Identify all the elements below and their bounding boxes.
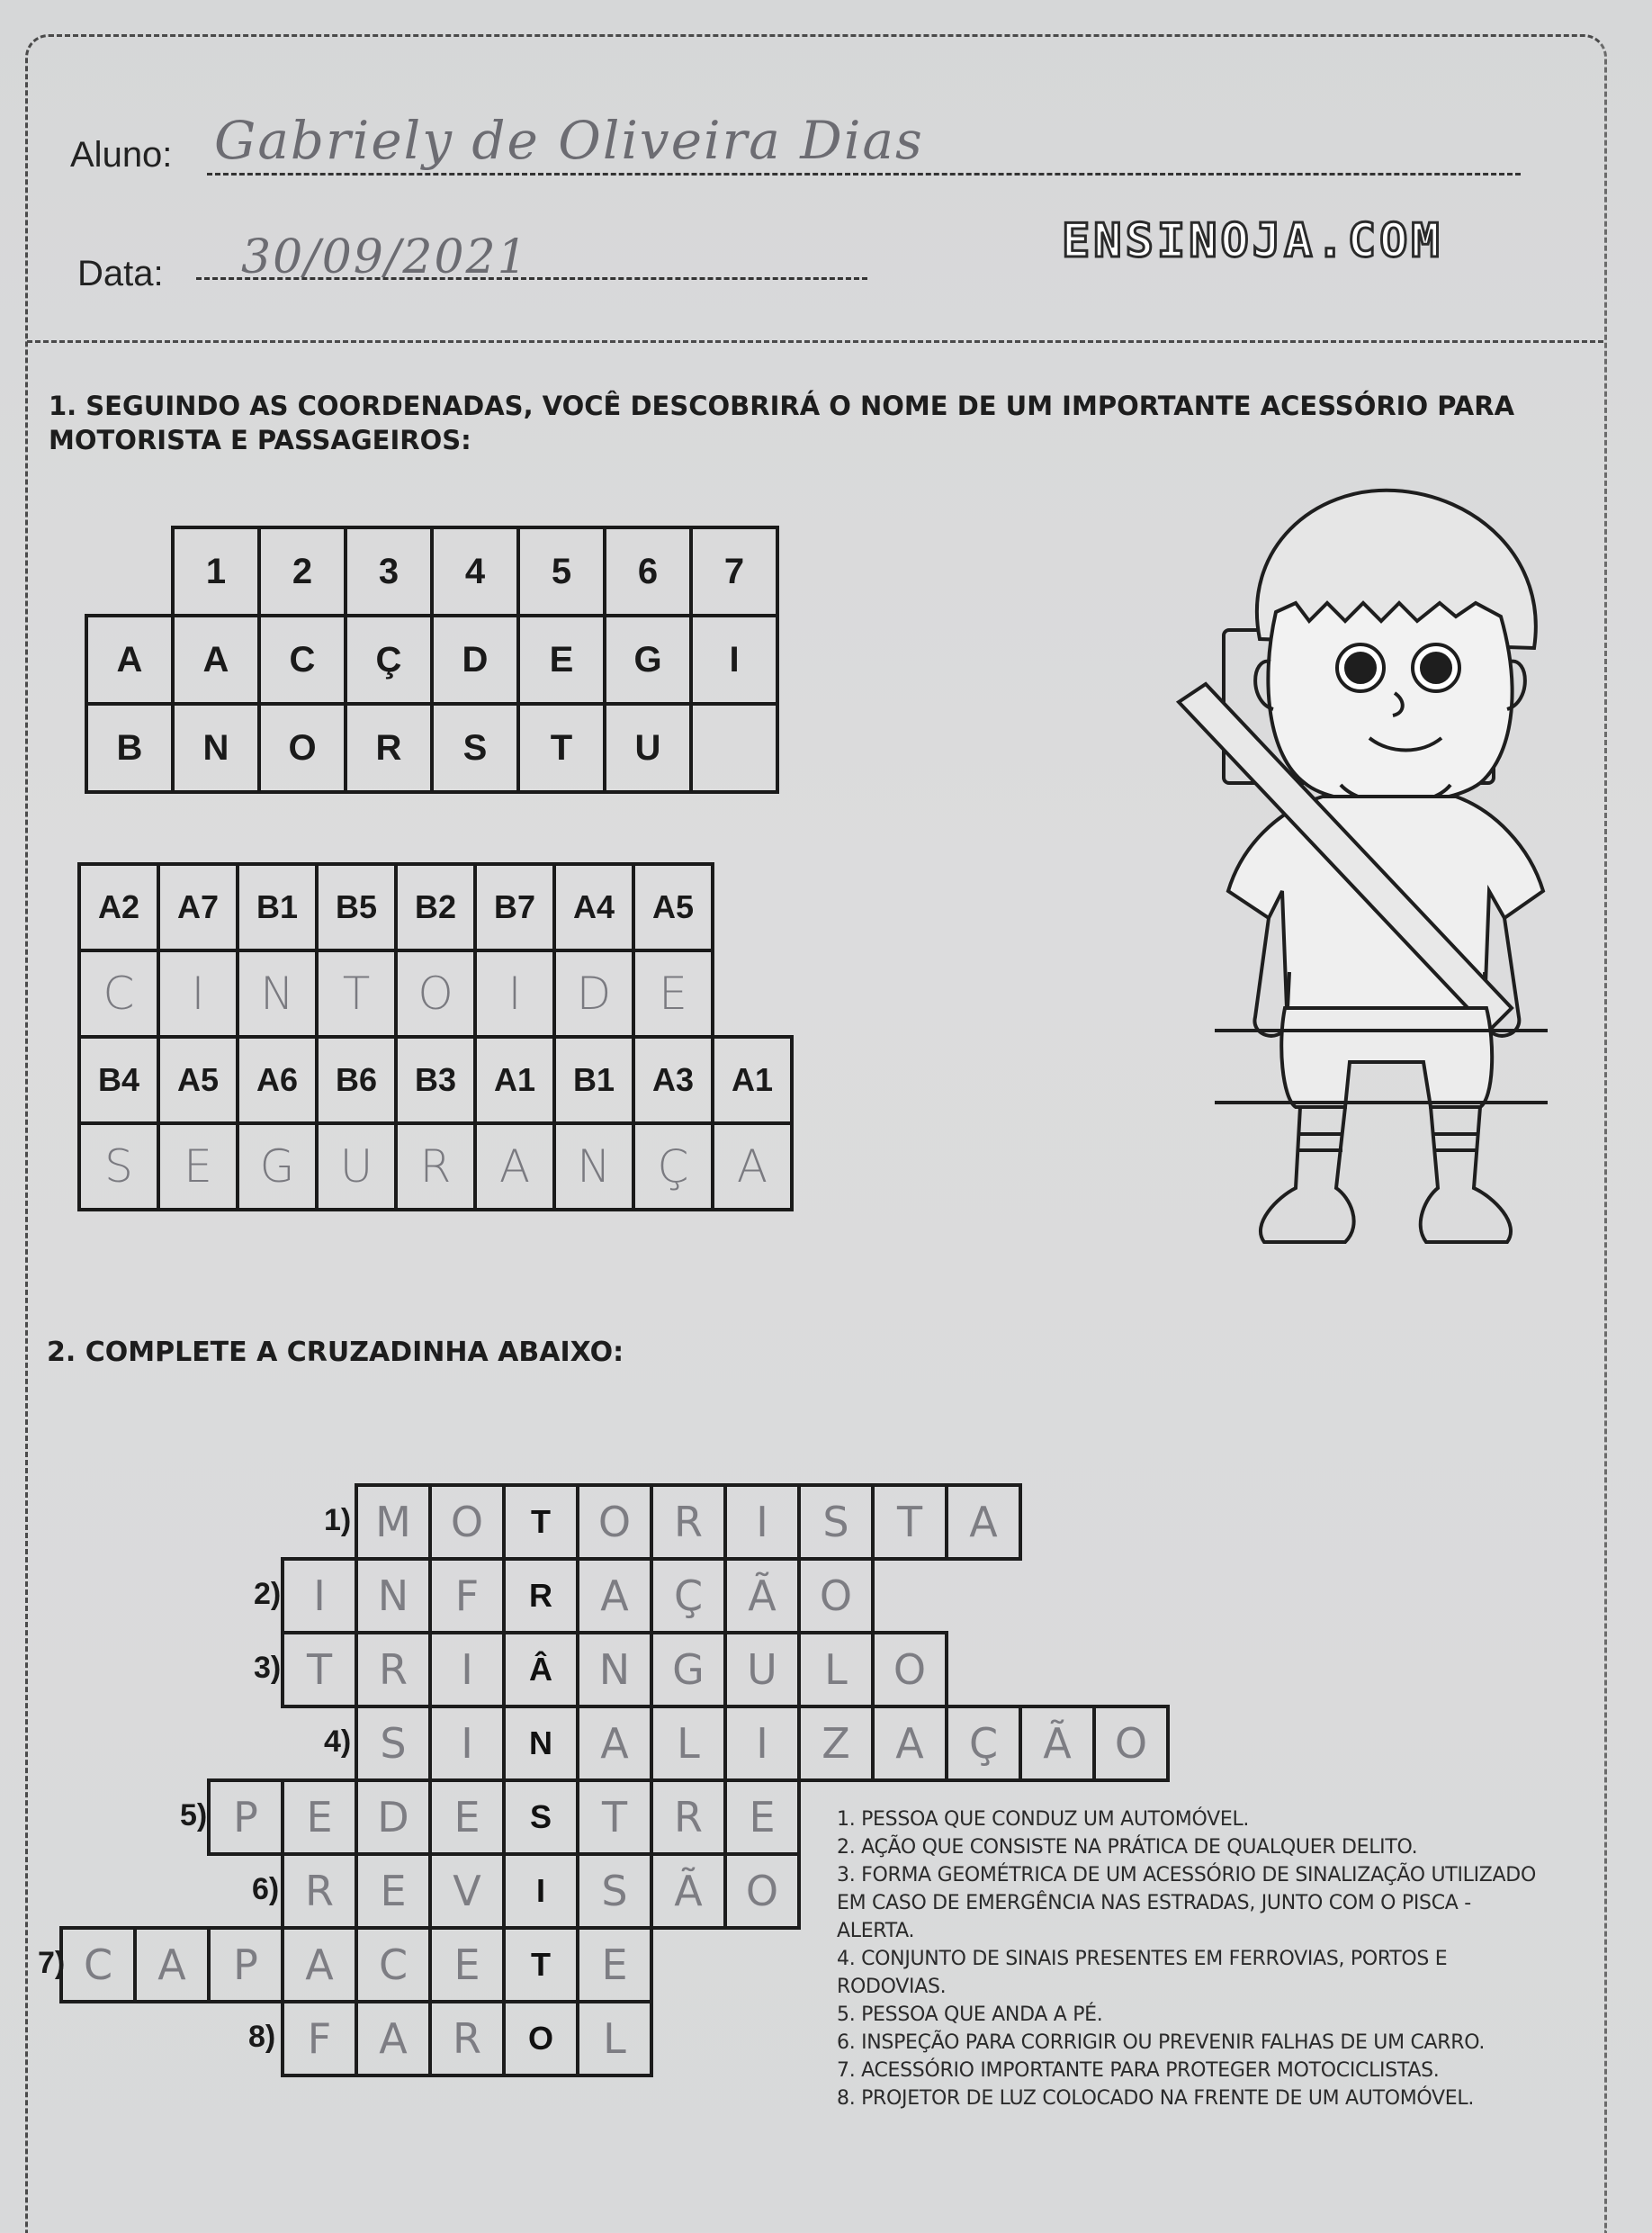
crossword-cell[interactable]: I <box>428 1631 506 1708</box>
key-cell: U <box>605 704 691 792</box>
answer-cell[interactable]: E <box>158 1123 238 1210</box>
crossword-cell[interactable]: C <box>59 1926 137 2003</box>
crossword-clue: 2. AÇÃO QUE CONSISTE NA PRÁTICA DE QUALQUER DELITO. <box>837 1836 1418 1859</box>
crossword-cell[interactable]: C <box>355 1926 432 2003</box>
key-row-header: A <box>86 616 173 704</box>
answer-cell[interactable]: R <box>396 1123 475 1210</box>
crossword-cell[interactable]: V <box>428 1852 506 1930</box>
crossword-cell[interactable]: Z <box>797 1705 875 1782</box>
key-corner <box>86 527 173 616</box>
crossword-cell[interactable]: R <box>650 1483 727 1561</box>
crossword-cell[interactable]: O <box>428 1483 506 1561</box>
coordinate-code: A1 <box>713 1037 792 1123</box>
crossword-clue: RODOVIAS. <box>837 1976 947 1998</box>
crossword-key-letter: Â <box>502 1631 579 1708</box>
crossword-cell[interactable]: R <box>428 2000 506 2077</box>
key-cell: G <box>605 616 691 704</box>
crossword-cell[interactable]: E <box>428 1926 506 2003</box>
answer-cell[interactable]: Ç <box>633 1123 713 1210</box>
header-separator <box>27 340 1603 343</box>
crossword-clue: ALERTA. <box>837 1920 915 1942</box>
key-cell: I <box>691 616 777 704</box>
key-cell: Ç <box>346 616 432 704</box>
crossword-cell[interactable]: Ã <box>723 1557 801 1634</box>
crossword-row-number: 8) <box>248 2020 276 2054</box>
crossword-cell[interactable]: N <box>355 1557 432 1634</box>
crossword-key-letter: N <box>502 1705 579 1782</box>
ensinoja-logo: ENSINOJA.COM <box>1062 214 1443 268</box>
key-col-header: 3 <box>346 527 432 616</box>
key-cell: C <box>259 616 346 704</box>
data-value: 30/09/2021 <box>241 230 529 284</box>
boy-with-seatbelt-illustration <box>1170 468 1566 1260</box>
word2-table <box>77 1035 794 1211</box>
crossword-cell[interactable]: S <box>797 1483 875 1561</box>
crossword-cell[interactable]: R <box>650 1778 727 1856</box>
crossword-clue: 7. ACESSÓRIO IMPORTANTE PARA PROTEGER MOTOCICLISTAS. <box>837 2059 1440 2082</box>
answer-cell[interactable]: G <box>238 1123 317 1210</box>
crossword-key-letter: R <box>502 1557 579 1634</box>
answer-cell[interactable]: O <box>396 950 475 1037</box>
crossword-cell[interactable]: A <box>576 1557 653 1634</box>
crossword-clue: 6. INSPEÇÃO PARA CORRIGIR OU PREVENIR FALHAS DE UM CARRO. <box>837 2031 1486 2054</box>
crossword-clue: 1. PESSOA QUE CONDUZ UM AUTOMÓVEL. <box>837 1808 1250 1831</box>
key-col-header: 4 <box>432 527 518 616</box>
aluno-line <box>207 173 1521 176</box>
key-col-header: 7 <box>691 527 777 616</box>
crossword-cell[interactable]: F <box>281 2000 358 2077</box>
answer-cell[interactable]: U <box>317 1123 396 1210</box>
crossword-cell[interactable]: R <box>355 1631 432 1708</box>
q1-title-line2: MOTORISTA E PASSAGEIROS: <box>49 425 471 455</box>
key-cell: S <box>432 704 518 792</box>
crossword-cell[interactable]: N <box>576 1631 653 1708</box>
crossword-clue: 8. PROJETOR DE LUZ COLOCADO NA FRENTE DE UM AUTOMÓVEL. <box>837 2087 1475 2110</box>
crossword-cell[interactable]: M <box>355 1483 432 1561</box>
key-cell: D <box>432 616 518 704</box>
crossword-cell[interactable]: E <box>576 1926 653 2003</box>
key-col-header: 2 <box>259 527 346 616</box>
coordinate-code: A1 <box>475 1037 554 1123</box>
crossword-cell[interactable]: G <box>650 1631 727 1708</box>
q1-title-line1: 1. SEGUINDO AS COORDENADAS, VOCÊ DESCOBRIRÁ O NOME DE UM IMPORTANTE ACESSÓRIO PARA <box>49 391 1515 421</box>
crossword-cell[interactable]: A <box>576 1705 653 1782</box>
coordinate-code: A5 <box>158 1037 238 1123</box>
aluno-value: Gabriely de Oliveira Dias <box>214 110 924 171</box>
crossword-cell[interactable]: P <box>207 1926 284 2003</box>
crossword-key-letter: T <box>502 1926 579 2003</box>
crossword-cell[interactable]: S <box>355 1705 432 1782</box>
key-row-header: B <box>86 704 173 792</box>
answer-cell[interactable]: A <box>713 1123 792 1210</box>
answer-cell[interactable]: I <box>475 950 554 1037</box>
crossword-cell[interactable]: A <box>133 1926 211 2003</box>
crossword-cell[interactable]: T <box>576 1778 653 1856</box>
crossword-row-number: 5) <box>180 1798 208 1832</box>
data-label: Data: <box>77 254 164 293</box>
answer-cell[interactable]: E <box>633 950 713 1037</box>
coordinate-code: B6 <box>317 1037 396 1123</box>
crossword-cell[interactable]: T <box>871 1483 948 1561</box>
key-col-header: 6 <box>605 527 691 616</box>
coordinate-code: A5 <box>633 864 713 950</box>
crossword-cell[interactable]: P <box>207 1778 284 1856</box>
coordinate-code: B1 <box>554 1037 633 1123</box>
crossword-cell[interactable]: A <box>945 1483 1022 1561</box>
crossword-row-number: 1) <box>324 1503 352 1537</box>
crossword-cell[interactable]: T <box>281 1631 358 1708</box>
crossword-cell[interactable]: L <box>650 1705 727 1782</box>
crossword-cell[interactable]: I <box>281 1557 358 1634</box>
coordinate-code: A3 <box>633 1037 713 1123</box>
crossword-cell[interactable]: D <box>355 1778 432 1856</box>
word1-table <box>77 862 714 1039</box>
coordinate-code: A2 <box>79 864 158 950</box>
answer-cell[interactable]: I <box>158 950 238 1037</box>
crossword-cell[interactable]: A <box>355 2000 432 2077</box>
crossword-cell[interactable]: E <box>723 1778 801 1856</box>
crossword-cell[interactable]: Ç <box>650 1557 727 1634</box>
crossword-clue: 4. CONJUNTO DE SINAIS PRESENTES EM FERROVIAS, PORTOS E <box>837 1948 1448 1970</box>
coordinate-code: A6 <box>238 1037 317 1123</box>
key-cell: A <box>173 616 259 704</box>
answer-cell[interactable]: S <box>79 1123 158 1210</box>
key-col-header: 5 <box>518 527 605 616</box>
crossword-cell[interactable]: U <box>723 1631 801 1708</box>
q2-title: 2. COMPLETE A CRUZADINHA ABAIXO: <box>47 1337 624 1368</box>
crossword-cell[interactable]: L <box>797 1631 875 1708</box>
crossword-cell[interactable]: A <box>281 1926 358 2003</box>
coordinate-code: B1 <box>238 864 317 950</box>
crossword-key-letter: T <box>502 1483 579 1561</box>
crossword-cell[interactable]: I <box>723 1483 801 1561</box>
coordinate-code: B7 <box>475 864 554 950</box>
crossword-cell[interactable]: Ã <box>650 1852 727 1930</box>
crossword-cell[interactable]: E <box>428 1778 506 1856</box>
crossword-row-number: 4) <box>324 1724 352 1759</box>
crossword-cell[interactable]: F <box>428 1557 506 1634</box>
crossword-cell[interactable]: O <box>871 1631 948 1708</box>
crossword-cell[interactable]: Ã <box>1019 1705 1096 1782</box>
crossword-cell[interactable]: S <box>576 1852 653 1930</box>
crossword-row-number: 3) <box>254 1651 282 1685</box>
crossword-row-number: 6) <box>252 1872 280 1906</box>
coordinate-code: A7 <box>158 864 238 950</box>
crossword-cell[interactable]: A <box>871 1705 948 1782</box>
crossword-cell[interactable]: I <box>723 1705 801 1782</box>
coordinate-code: A4 <box>554 864 633 950</box>
answer-cell[interactable]: N <box>238 950 317 1037</box>
key-cell: N <box>173 704 259 792</box>
coordinate-code: B4 <box>79 1037 158 1123</box>
crossword-cell[interactable]: Ç <box>945 1705 1022 1782</box>
coordinate-code: B3 <box>396 1037 475 1123</box>
answer-cell[interactable]: D <box>554 950 633 1037</box>
answer-cell[interactable]: T <box>317 950 396 1037</box>
crossword-key-letter: O <box>502 2000 579 2077</box>
key-cell: R <box>346 704 432 792</box>
coordinate-code: B2 <box>396 864 475 950</box>
key-cell <box>691 704 777 792</box>
crossword-cell[interactable]: O <box>723 1852 801 1930</box>
crossword-cell[interactable]: E <box>355 1852 432 1930</box>
key-col-header: 1 <box>173 527 259 616</box>
crossword-cell[interactable]: O <box>576 1483 653 1561</box>
crossword-clue: EM CASO DE EMERGÊNCIA NAS ESTRADAS, JUNTO COM O PISCA - <box>837 1892 1471 1914</box>
crossword-cell[interactable]: L <box>576 2000 653 2077</box>
aluno-label: Aluno: <box>70 135 173 175</box>
answer-cell[interactable]: N <box>554 1123 633 1210</box>
crossword-cell[interactable]: R <box>281 1852 358 1930</box>
key-cell: O <box>259 704 346 792</box>
crossword-cell[interactable]: O <box>1092 1705 1170 1782</box>
crossword-cell[interactable]: O <box>797 1557 875 1634</box>
crossword-row-number: 7) <box>38 1946 66 1980</box>
crossword-clues <box>837 1805 1611 2112</box>
crossword-cell[interactable]: I <box>428 1705 506 1782</box>
crossword-key-letter: I <box>502 1852 579 1930</box>
key-cell: E <box>518 616 605 704</box>
crossword-row-number: 2) <box>254 1577 282 1611</box>
answer-cell[interactable]: A <box>475 1123 554 1210</box>
crossword-key-letter: S <box>502 1778 579 1856</box>
crossword-cell[interactable]: E <box>281 1778 358 1856</box>
crossword-clue: 3. FORMA GEOMÉTRICA DE UM ACESSÓRIO DE SINALIZAÇÃO UTILIZADO <box>837 1864 1536 1886</box>
crossword-clue: 5. PESSOA QUE ANDA A PÉ. <box>837 2003 1103 2026</box>
coordinate-key-table <box>85 526 779 794</box>
answer-cell[interactable]: C <box>79 950 158 1037</box>
key-cell: T <box>518 704 605 792</box>
coordinate-code: B5 <box>317 864 396 950</box>
